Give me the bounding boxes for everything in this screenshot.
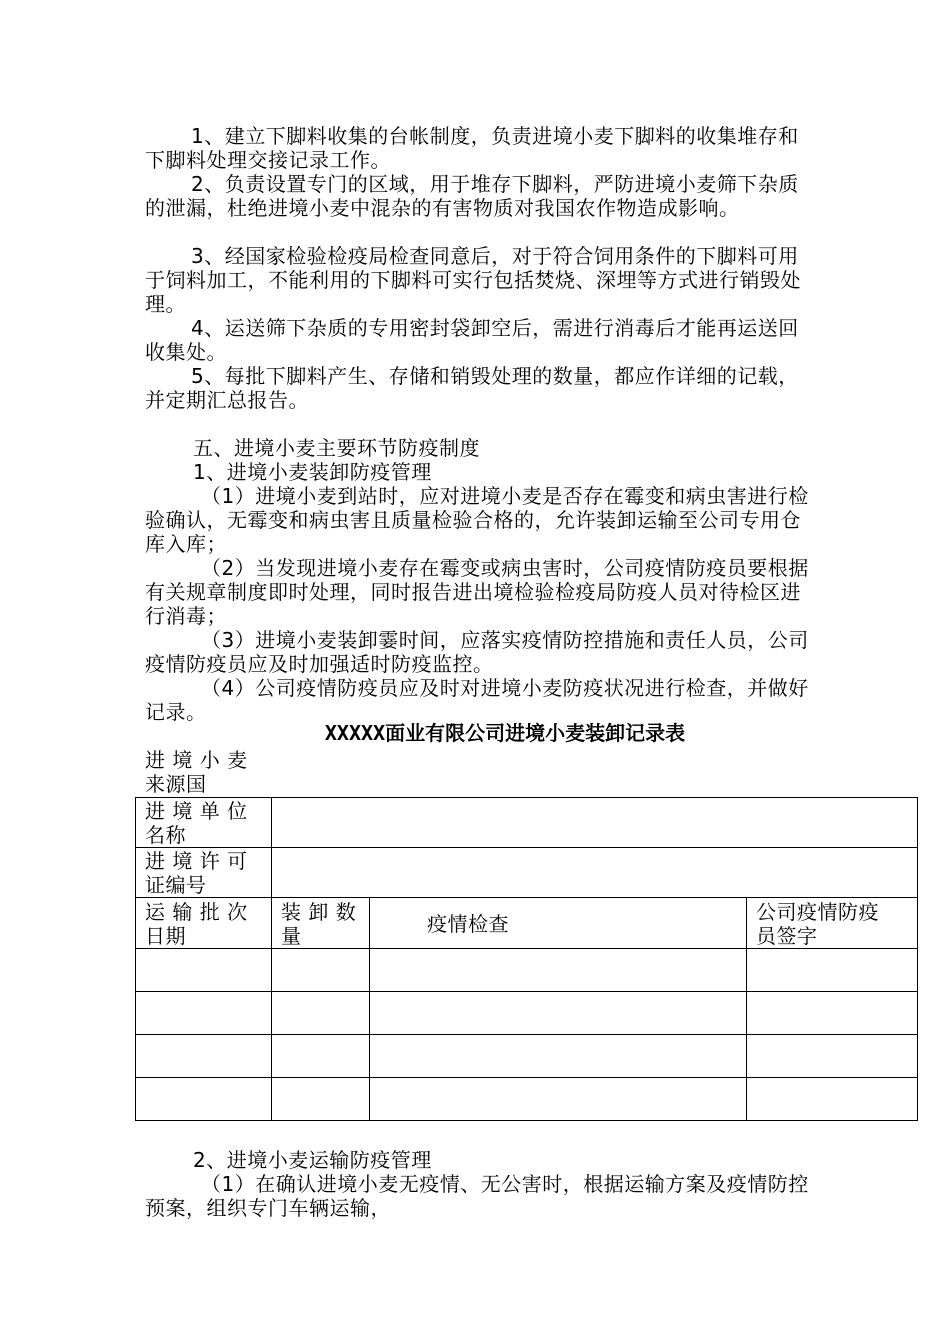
table-rule: [917, 797, 918, 1120]
header-col2-line2: 量: [281, 924, 302, 948]
table-rule: [135, 1120, 918, 1121]
table-rule: [369, 897, 370, 1120]
subsection-heading-2: 2、进境小麦运输防疫管理: [193, 1148, 432, 1172]
table-rule: [135, 991, 918, 992]
item-3: （3）进境小麦装卸霎时间，应落实疫情防控措施和责任人员，公司疫情防疫员应及时加强适时防疫监控。: [145, 628, 809, 676]
transport-item-1: （1）在确认进境小麦无疫情、无公害时，根据运输方案及疫情防控预案，组织专门车辆运输，: [145, 1172, 809, 1220]
table-rule: [135, 1034, 918, 1035]
item-2: （2）当发现进境小麦存在霉变或病虫害时，公司疫情防疫员要根据有关规章制度即时处理，同时报告进出境检验检疫局防疫人员对待检区进行消毒；: [145, 556, 809, 628]
paragraph-4: 4、运送筛下杂质的专用密封袋卸空后，需进行消毒后才能再运送回收集处。: [145, 316, 799, 364]
table-rule: [135, 948, 918, 949]
header-col3: 疫情检查: [427, 912, 509, 936]
row2-label-line2: 证编号: [145, 873, 207, 897]
row1-label-line2: 名称: [145, 823, 186, 847]
table-rule: [135, 1077, 918, 1078]
table-rule: [135, 897, 918, 898]
header-col4-line2: 员签字: [756, 924, 818, 948]
item-1: （1）进境小麦到站时，应对进境小麦是否存在霉变和病虫害进行检验确认，无霉变和病虫害且质量检验合格的，允许装卸运输至公司专用仓库入库；: [145, 484, 809, 556]
header-col2-line1: 装 卸 数: [281, 900, 357, 924]
paragraph-2: 2、负责设置专门的区域，用于堆存下脚料，严防进境小麦筛下杂质的泄漏，杜绝进境小麦中混杂的有害物质对我国农作物造成影响。: [145, 172, 799, 220]
table-title: XXXXX面业有限公司进境小麦装卸记录表: [324, 721, 686, 745]
table-rule: [135, 847, 918, 848]
table-rule: [135, 797, 918, 798]
subsection-heading-1: 1、进境小麦装卸防疫管理: [193, 460, 432, 484]
paragraph-5: 5、每批下脚料产生、存储和销毁处理的数量，都应作详细的记载，并定期汇总报告。: [145, 364, 799, 412]
table-rule: [135, 797, 136, 1120]
item-4: （4）公司疫情防疫员应及时对进境小麦防疫状况进行检查，并做好记录。: [145, 676, 809, 724]
paragraph-3: 3、经国家检验检疫局检查同意后，对于符合饲用条件的下脚料可用于饲料加工，不能利用的下脚料可实行包括焚烧、深埋等方式进行销毁处理。: [145, 244, 801, 316]
origin-label-line1: 进 境 小 麦: [145, 748, 248, 772]
table-rule: [746, 897, 747, 1120]
table-rule: [271, 797, 272, 1120]
paragraph-1: 1、建立下脚料收集的台帐制度，负责进境小麦下脚料的收集堆存和下脚料处理交接记录工作。: [145, 124, 799, 172]
header-col1-line1: 运 输 批 次: [145, 900, 248, 924]
row2-label-line1: 进 境 许 可: [145, 849, 248, 873]
header-col4-line1: 公司疫情防疫: [756, 900, 879, 924]
section-heading: 五、进境小麦主要环节防疫制度: [193, 436, 480, 460]
header-col1-line2: 日期: [145, 924, 186, 948]
row1-label-line1: 进 境 单 位: [145, 799, 248, 823]
origin-label-line2: 来源国: [145, 772, 207, 796]
